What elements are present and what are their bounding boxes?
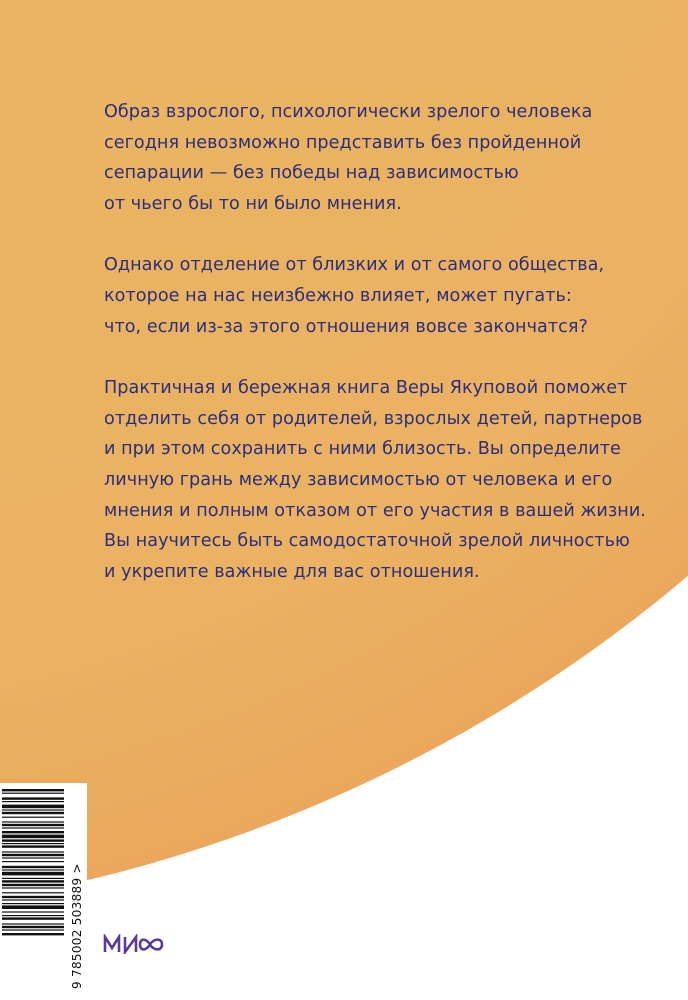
barcode-bar [2, 854, 64, 856]
barcode-bar [2, 896, 64, 898]
barcode-bar [2, 812, 64, 814]
barcode-bar [2, 933, 64, 935]
barcode-bar [2, 857, 64, 858]
barcode-bar [2, 892, 64, 893]
annotation-text [104, 97, 664, 618]
barcode-bar [2, 911, 64, 912]
barcode-bar [2, 843, 64, 844]
barcode-bar [2, 793, 64, 794]
barcode-bar [2, 824, 64, 826]
barcode-bar [2, 797, 64, 799]
annotation-paragraph-1: Образ взрослого, психологически зрелого человека сегодня невозможно представить без пройденной сепарации — без победы над зависимостью от чьего бы то ни было мнения. [104, 102, 593, 214]
barcode-bar [2, 905, 64, 909]
barcode-bar [2, 801, 64, 802]
barcode-bar [2, 817, 64, 818]
isbn-barcode-digits: 9 785002 503889 > [70, 863, 84, 989]
barcode-bar [2, 880, 64, 882]
barcode-bar [2, 915, 64, 916]
barcode-bar [2, 789, 64, 791]
barcode-bar [2, 903, 64, 904]
barcode-bars [0, 783, 66, 985]
barcode-bar [2, 878, 64, 879]
barcode-bar [2, 884, 64, 886]
barcode-bar [2, 845, 64, 847]
barcode-bar [2, 851, 64, 852]
barcode-bar [2, 869, 64, 870]
barcode-bar [2, 923, 64, 924]
barcode-bar [2, 835, 64, 839]
annotation-paragraph-2: Однако отделение от близких и от самого общества, которое на нас неизбежно влияет, может пугать: что, если из-за этого отношения вовсе закончатся? [104, 255, 605, 337]
publisher-logo [103, 934, 165, 954]
barcode-bar [2, 861, 64, 862]
barcode-bar [2, 809, 64, 810]
barcode-bar [2, 887, 64, 888]
barcode-bar [2, 805, 64, 809]
barcode-bar [2, 839, 64, 841]
barcode-bar [2, 872, 64, 876]
barcode-bar [2, 866, 64, 868]
barcode-bar [2, 929, 64, 930]
annotation-paragraph-3: Практичная и бережная книга Веры Якуповой поможет отделить себя от родителей, взрослых детей, партнеров и при этом сохранить с ними близость. Вы определите личную грань между зависимостью от человека и его мнения и полным отказом от его участия в вашей жизни. Вы научитесь быть самодостаточной зрелой личностью и укрепите важные для вас отношения. [104, 378, 646, 582]
barcode-bar [2, 831, 64, 833]
barcode-bar [2, 899, 64, 900]
barcode-bar [2, 821, 64, 822]
barcode-bar [2, 917, 64, 919]
barcode-bar [2, 827, 64, 828]
barcode-bar [2, 926, 64, 928]
